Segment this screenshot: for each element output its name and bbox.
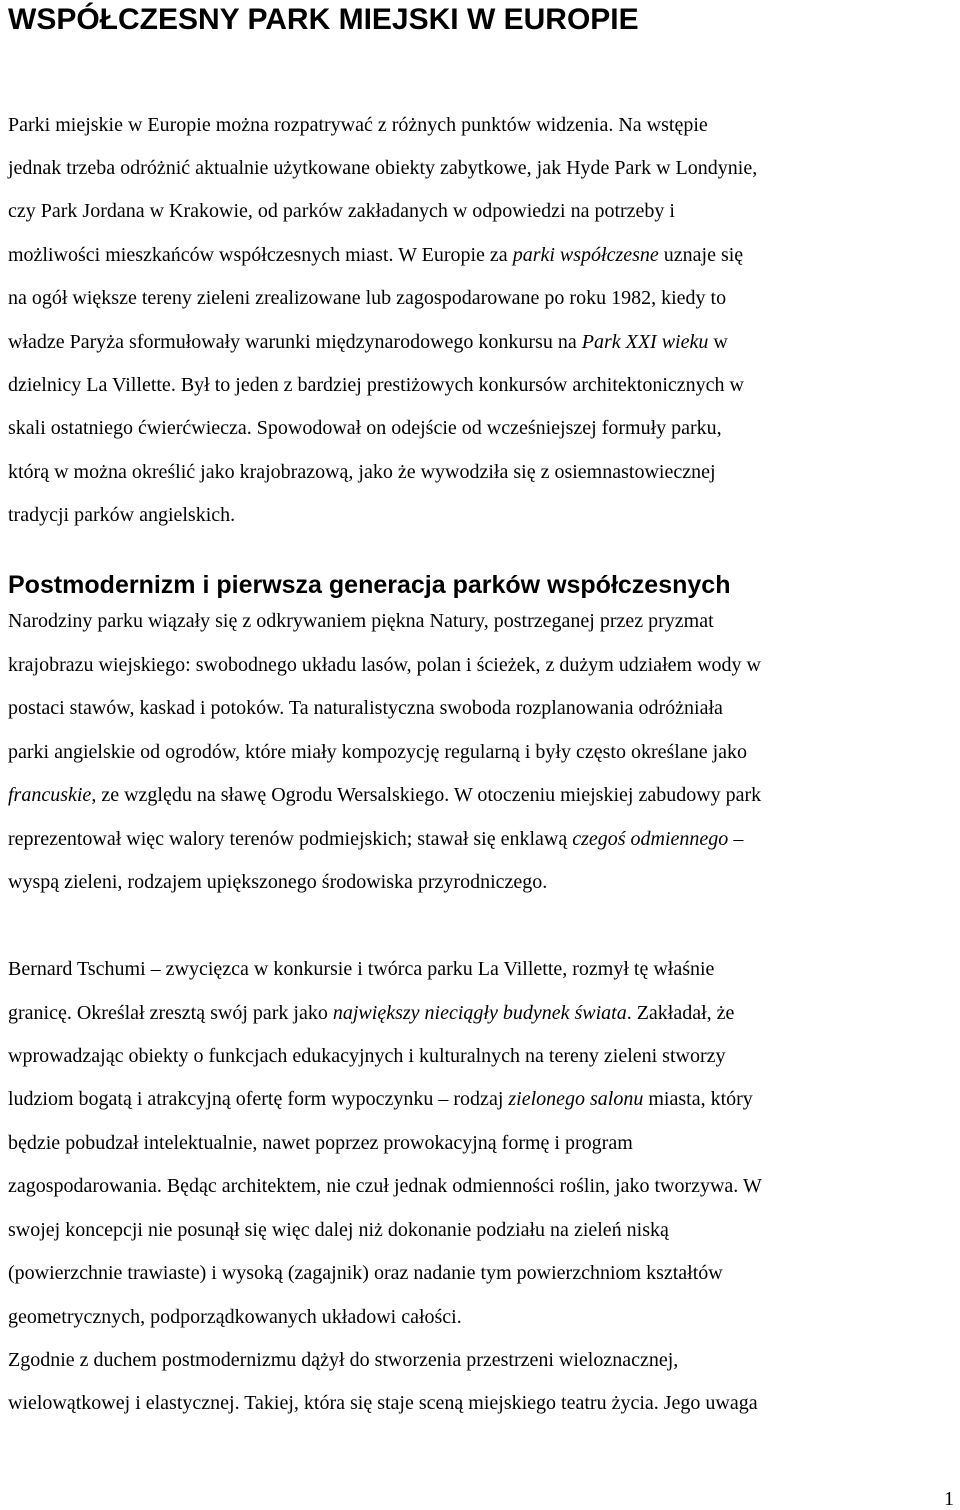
text-run: . Zakładał, że (626, 1002, 735, 1024)
document-title: WSPÓŁCZESNY PARK MIEJSKI W EUROPIE (8, 3, 639, 36)
text-run: możliwości mieszkańców współczesnych miast. W Europie za (8, 244, 513, 266)
text-line (8, 1042, 726, 1070)
text-run: – (728, 828, 744, 850)
text-line (8, 825, 743, 853)
text-run: postaci stawów, kaskad i potoków. Ta naturalistyczna swoboda rozplanowania odróżniała (8, 697, 723, 719)
text-line (8, 1389, 758, 1417)
text-run: tradycji parków angielskich. (8, 504, 236, 526)
text-line (8, 328, 728, 356)
text-line (8, 197, 675, 225)
text-run: wyspą zieleni, rodzajem upiększonego środowiska przyrodniczego. (8, 871, 548, 893)
text-run: geometrycznych, podporządkowanych układowi całości. (8, 1306, 462, 1328)
text-line (8, 1172, 762, 1200)
text-line (8, 241, 743, 269)
text-run: uznaje się (658, 244, 744, 266)
text-line (8, 1303, 462, 1331)
text-run: Zgodnie z duchem postmodernizmu dążył do stworzenia przestrzeni wieloznacznej, (8, 1349, 679, 1371)
text-run: zagospodarowania. Będąc architektem, nie czuł jednak odmienności roślin, jako tworzywa. W (8, 1175, 762, 1197)
text-run: dzielnicy La Villette. Był to jeden z bardziej prestiżowych konkursów architektonicznych w (8, 374, 744, 396)
text-run: ludziom bogatą i atrakcyjną ofertę form wypoczynku – rodzaj (8, 1088, 509, 1110)
text-run: (powierzchnie trawiaste) i wysoką (zagajnik) oraz nadanie tym powierzchniom kształtów (8, 1262, 723, 1284)
text-line (8, 694, 723, 722)
text-run: reprezentował więc walory terenów podmiejskich; stawał się enklawą (8, 828, 573, 850)
text-line (8, 607, 714, 635)
text-line (8, 1216, 669, 1244)
text-run: miasta, który (643, 1088, 753, 1110)
text-line (8, 414, 722, 442)
text-run: czy Park Jordana w Krakowie, od parków zakładanych w odpowiedzi na potrzeby i (8, 200, 675, 222)
text-run: na ogół większe tereny zieleni zrealizowane lub zagospodarowane po roku 1982, kiedy to (8, 287, 727, 309)
text-line (8, 651, 761, 679)
text-line (8, 738, 747, 766)
text-line (8, 955, 714, 983)
text-line (8, 1129, 633, 1157)
italic-phrase: francuskie (8, 784, 92, 806)
section-heading: Postmodernizm i pierwsza generacja parków współczesnych (8, 571, 731, 599)
text-run: granicę. Określał zresztą swój park jako (8, 1002, 333, 1024)
text-run: , ze względu na sławę Ogrodu Wersalskiego. W otoczeniu miejskiej zabudowy park (91, 784, 762, 806)
text-run: Narodziny parku wiązały się z odkrywaniem piękna Natury, postrzeganej przez pryzmat (8, 610, 714, 632)
text-line (8, 999, 734, 1027)
text-run: krajobrazu wiejskiego: swobodnego układu lasów, polan i ścieżek, z dużym udziałem wody w (8, 654, 761, 676)
text-run: wielowątkowej i elastycznej. Takiej, która się staje sceną miejskiego teatru życia. Jego uwaga (8, 1392, 758, 1414)
text-line (8, 458, 716, 486)
text-run: parki angielskie od ogrodów, które miały kompozycję regularną i były często określane jako (8, 741, 748, 763)
text-line (8, 1346, 678, 1374)
page-number: 1 (944, 1488, 954, 1510)
text-line (8, 868, 547, 896)
text-run: którą w można określić jako krajobrazową, jako że wywodziła się z osiemnastowiecznej (8, 461, 716, 483)
italic-phrase: parki współczesne (512, 244, 659, 266)
text-run: będzie pobudzał intelektualnie, nawet poprzez prowokacyjną formę i program (8, 1132, 633, 1154)
text-run: skali ostatniego ćwierćwiecza. Spowodował on odejście od wcześniejszej formuły parku, (8, 417, 722, 439)
text-run: władze Paryża sformułowały warunki międzynarodowego konkursu na (8, 331, 582, 353)
text-line (8, 111, 708, 139)
text-run: Bernard Tschumi – zwycięzca w konkursie i twórca parku La Villette, rozmył tę właśnie (8, 958, 715, 980)
italic-phrase: zielonego salonu (508, 1088, 644, 1110)
italic-phrase: Park XXI wieku (581, 331, 709, 353)
italic-phrase: czegoś odmiennego (572, 828, 729, 850)
text-line (8, 1259, 723, 1287)
text-run: swojej koncepcji nie posunął się więc dalej niż dokonanie podziału na zieleń niską (8, 1219, 669, 1241)
text-line (8, 501, 235, 529)
text-run: Parki miejskie w Europie można rozpatrywać z różnych punktów widzenia. Na wstępie (8, 114, 708, 136)
text-run: w (708, 331, 728, 353)
text-line (8, 1085, 753, 1113)
text-line (8, 371, 744, 399)
text-run: wprowadzając obiekty o funkcjach edukacyjnych i kulturalnych na tereny zieleni stworzy (8, 1045, 726, 1067)
text-line (8, 154, 757, 182)
text-line (8, 284, 726, 312)
italic-phrase: największy nieciągły budynek świata (332, 1002, 627, 1024)
text-run: jednak trzeba odróżnić aktualnie użytkowane obiekty zabytkowe, jak Hyde Park w Londynie, (8, 157, 758, 179)
text-line (8, 781, 761, 809)
